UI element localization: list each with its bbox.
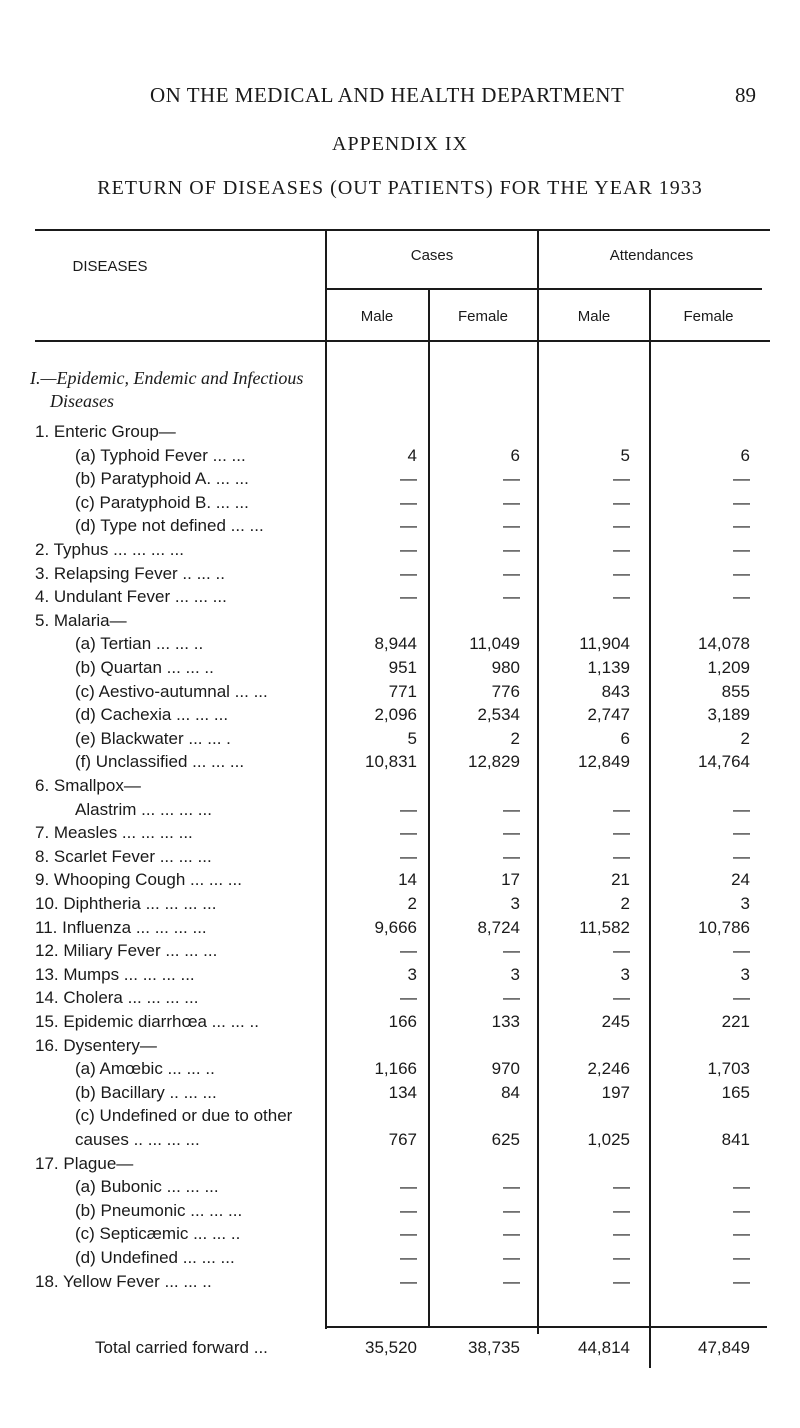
cell-cases-male: 1,166 xyxy=(374,1059,417,1078)
cell-cases-female: — xyxy=(503,540,520,559)
cell-att-female: 6 xyxy=(740,446,750,465)
cell-att-male: 5 xyxy=(620,446,630,465)
cell-cases-female: — xyxy=(503,516,520,535)
row-label: (a) Bubonic ... ... ... xyxy=(75,1177,219,1196)
cell-att-female: — xyxy=(733,564,750,583)
cell-att-male: — xyxy=(613,1177,630,1196)
cell-att-male: — xyxy=(613,1224,630,1243)
cell-att-female: — xyxy=(733,587,750,606)
row-label: 11. Influenza ... ... ... ... xyxy=(35,918,207,937)
row-label: (a) Tertian ... ... .. xyxy=(75,634,204,653)
cell-att-female: 14,764 xyxy=(698,752,750,771)
row-label: (d) Undefined ... ... ... xyxy=(75,1248,235,1267)
row-label: (a) Amœbic ... ... .. xyxy=(75,1059,215,1078)
cell-att-female: 1,209 xyxy=(707,658,750,677)
cell-att-female: 165 xyxy=(721,1083,750,1102)
cell-att-female: 1,703 xyxy=(707,1059,750,1078)
cell-cases-male: — xyxy=(400,587,417,606)
header-attendances: Attendances xyxy=(609,247,694,264)
cell-att-male: 21 xyxy=(611,870,630,889)
cell-cases-female: — xyxy=(503,1177,520,1196)
cell-att-male: — xyxy=(613,540,630,559)
cell-att-female: — xyxy=(733,941,750,960)
page-number: 89 xyxy=(735,83,756,107)
row-label: (c) Undefined or due to other xyxy=(75,1106,293,1125)
row-label: 3. Relapsing Fever .. ... .. xyxy=(35,564,225,583)
cell-att-female: 2 xyxy=(740,729,750,748)
total-att-male: 44,814 xyxy=(578,1338,630,1357)
row-label: (c) Paratyphoid B. ... ... xyxy=(75,493,249,512)
row-label: 8. Scarlet Fever ... ... ... xyxy=(35,847,212,866)
row-label: 1. Enteric Group— xyxy=(35,422,176,441)
cell-cases-female: — xyxy=(503,800,520,819)
cell-att-male: 1,139 xyxy=(587,658,630,677)
section-title-line1: I.—Epidemic, Endemic and Infectious xyxy=(30,368,304,388)
cell-cases-male: — xyxy=(400,1272,417,1291)
cell-cases-female: 133 xyxy=(491,1012,520,1031)
cell-cases-female: — xyxy=(503,1248,520,1267)
row-label: 16. Dysentery— xyxy=(35,1036,157,1055)
cell-cases-male: 14 xyxy=(398,870,417,889)
cell-att-female: 3 xyxy=(740,894,750,913)
cell-cases-female: 2,534 xyxy=(477,705,520,724)
cell-cases-male: — xyxy=(400,800,417,819)
cell-cases-female: — xyxy=(503,469,520,488)
cell-cases-male: — xyxy=(400,493,417,512)
cell-att-female: — xyxy=(733,469,750,488)
cell-att-female: — xyxy=(733,823,750,842)
return-title: RETURN OF DISEASES (OUT PATIENTS) FOR THE YEAR 1933 xyxy=(97,177,703,199)
row-label: 6. Smallpox— xyxy=(35,776,141,795)
row-label: (e) Blackwater ... ... . xyxy=(75,729,231,748)
cell-cases-male: 767 xyxy=(388,1130,417,1149)
cell-cases-female: — xyxy=(503,823,520,842)
section-title-line2: Diseases xyxy=(50,391,114,411)
row-label: 17. Plague— xyxy=(35,1154,134,1173)
col-divider-1 xyxy=(325,229,327,1329)
cell-att-male: 1,025 xyxy=(587,1130,630,1149)
cell-cases-male: — xyxy=(400,847,417,866)
cell-cases-male: 166 xyxy=(388,1012,417,1031)
cell-att-male: — xyxy=(613,1201,630,1220)
row-label: 4. Undulant Fever ... ... ... xyxy=(35,587,227,606)
header-diseases: DISEASES xyxy=(72,258,148,275)
row-label: (d) Type not defined ... ... xyxy=(75,516,264,535)
col-divider-3 xyxy=(537,229,539,1334)
cell-att-female: — xyxy=(733,1177,750,1196)
row-label: 7. Measles ... ... ... ... xyxy=(35,823,193,842)
cell-att-female: 855 xyxy=(721,682,750,701)
cell-att-female: — xyxy=(733,1272,750,1291)
cell-att-male: 6 xyxy=(620,729,630,748)
cell-cases-male: — xyxy=(400,1224,417,1243)
cell-cases-male: — xyxy=(400,1248,417,1267)
cell-cases-female: 3 xyxy=(510,894,520,913)
cell-cases-female: 12,829 xyxy=(468,752,520,771)
row-label: 10. Diphtheria ... ... ... ... xyxy=(35,894,217,913)
cell-att-male: 245 xyxy=(601,1012,630,1031)
header-bottom-rule xyxy=(35,340,770,342)
cell-cases-male: — xyxy=(400,988,417,1007)
cell-att-male: — xyxy=(613,516,630,535)
cell-cases-female: — xyxy=(503,1272,520,1291)
cell-att-female: — xyxy=(733,1248,750,1267)
row-label: Alastrim ... ... ... ... xyxy=(75,800,212,819)
cell-cases-male: — xyxy=(400,1201,417,1220)
cell-cases-female: 625 xyxy=(491,1130,520,1149)
cell-att-female: — xyxy=(733,493,750,512)
cell-cases-male: 951 xyxy=(388,658,417,677)
cell-cases-male: — xyxy=(400,540,417,559)
cell-att-female: — xyxy=(733,800,750,819)
cell-cases-male: — xyxy=(400,1177,417,1196)
cell-att-male: — xyxy=(613,493,630,512)
cell-att-female: 3 xyxy=(740,965,750,984)
cell-att-male: — xyxy=(613,587,630,606)
cell-att-male: — xyxy=(613,800,630,819)
row-label: 9. Whooping Cough ... ... ... xyxy=(35,870,242,889)
cell-att-female: 221 xyxy=(721,1012,750,1031)
cell-att-male: 197 xyxy=(601,1083,630,1102)
header-att-female: Female xyxy=(683,308,734,325)
cell-cases-female: 17 xyxy=(501,870,520,889)
cell-cases-female: — xyxy=(503,1224,520,1243)
cell-att-male: — xyxy=(613,941,630,960)
cell-cases-female: — xyxy=(503,988,520,1007)
cell-att-male: — xyxy=(613,988,630,1007)
cell-att-female: — xyxy=(733,540,750,559)
row-label: 12. Miliary Fever ... ... ... xyxy=(35,941,218,960)
row-label: (d) Cachexia ... ... ... xyxy=(75,705,229,724)
header-att-male: Male xyxy=(577,308,611,325)
cell-att-female: 841 xyxy=(721,1130,750,1149)
row-label: (b) Bacillary .. ... ... xyxy=(75,1083,217,1102)
total-att-female: 47,849 xyxy=(698,1338,750,1357)
cell-att-male: — xyxy=(613,823,630,842)
cell-att-male: — xyxy=(613,1272,630,1291)
cell-att-female: — xyxy=(733,988,750,1007)
cell-cases-female: 11,049 xyxy=(469,634,520,653)
cell-cases-male: 4 xyxy=(407,446,417,465)
cell-att-male: 2,246 xyxy=(587,1059,630,1078)
row-label: (c) Septicæmic ... ... .. xyxy=(75,1224,241,1243)
row-label: 15. Epidemic diarrhœa ... ... .. xyxy=(35,1012,259,1031)
appendix-heading: APPENDIX IX xyxy=(332,133,468,155)
header-cases-female: Female xyxy=(457,308,509,325)
cell-att-male: 11,582 xyxy=(579,918,630,937)
cell-att-male: — xyxy=(613,1248,630,1267)
cell-att-female: — xyxy=(733,1201,750,1220)
cell-att-male: 2 xyxy=(620,894,630,913)
cell-att-female: — xyxy=(733,516,750,535)
cell-cases-female: 3 xyxy=(510,965,520,984)
cell-cases-female: 776 xyxy=(491,682,520,701)
row-label: (b) Quartan ... ... .. xyxy=(75,658,214,677)
cell-att-male: 11,904 xyxy=(579,634,630,653)
cell-cases-male: — xyxy=(400,564,417,583)
row-label: causes .. ... ... ... xyxy=(75,1130,200,1149)
cell-cases-female: — xyxy=(503,587,520,606)
col-divider-4 xyxy=(649,288,651,1368)
total-cases-male: 35,520 xyxy=(365,1338,417,1357)
total-label: Total carried forward ... xyxy=(95,1338,268,1357)
cell-cases-female: 84 xyxy=(501,1083,520,1102)
cell-att-male: 2,747 xyxy=(587,705,630,724)
cell-cases-female: — xyxy=(503,847,520,866)
cell-cases-female: 6 xyxy=(510,446,520,465)
cell-att-female: — xyxy=(733,1224,750,1243)
cell-cases-male: 2 xyxy=(407,894,417,913)
cell-cases-female: 8,724 xyxy=(477,918,520,937)
subheader-rule xyxy=(327,288,762,290)
cell-cases-male: 9,666 xyxy=(374,918,417,937)
running-head: ON THE MEDICAL AND HEALTH DEPARTMENT xyxy=(150,83,625,107)
cell-cases-male: — xyxy=(400,469,417,488)
row-label: 14. Cholera ... ... ... ... xyxy=(35,988,199,1007)
cell-att-female: — xyxy=(733,847,750,866)
cell-att-male: — xyxy=(613,847,630,866)
cell-att-female: 10,786 xyxy=(698,918,750,937)
row-label: (a) Typhoid Fever ... ... xyxy=(75,446,246,465)
row-label: 18. Yellow Fever ... ... .. xyxy=(35,1272,212,1291)
cell-cases-male: 3 xyxy=(407,965,417,984)
cell-att-male: — xyxy=(613,469,630,488)
total-rule xyxy=(327,1326,767,1328)
row-label: (b) Pneumonic ... ... ... xyxy=(75,1201,243,1220)
cell-cases-female: — xyxy=(503,493,520,512)
cell-cases-male: 10,831 xyxy=(365,752,417,771)
cell-att-male: — xyxy=(613,564,630,583)
cell-att-female: 14,078 xyxy=(698,634,750,653)
cell-cases-male: 771 xyxy=(388,682,417,701)
cell-att-male: 3 xyxy=(620,965,630,984)
cell-cases-male: 2,096 xyxy=(374,705,417,724)
header-cases-male: Male xyxy=(360,308,394,325)
cell-att-male: 12,849 xyxy=(578,752,630,771)
cell-cases-female: 980 xyxy=(491,658,520,677)
row-label: 2. Typhus ... ... ... ... xyxy=(35,540,184,559)
cell-att-female: 3,189 xyxy=(707,705,750,724)
row-label: (f) Unclassified ... ... ... xyxy=(75,752,245,771)
cell-cases-female: — xyxy=(503,941,520,960)
row-label: (c) Aestivo-autumnal ... ... xyxy=(75,682,268,701)
cell-cases-female: 970 xyxy=(491,1059,520,1078)
cell-cases-male: 8,944 xyxy=(374,634,417,653)
cell-cases-female: 2 xyxy=(510,729,520,748)
cell-cases-male: 134 xyxy=(388,1083,417,1102)
row-label: 5. Malaria— xyxy=(35,611,127,630)
row-label: 13. Mumps ... ... ... ... xyxy=(35,965,195,984)
row-label: (b) Paratyphoid A. ... ... xyxy=(75,469,249,488)
cell-cases-male: — xyxy=(400,941,417,960)
cell-cases-female: — xyxy=(503,1201,520,1220)
cell-cases-male: 5 xyxy=(407,729,417,748)
cell-cases-male: — xyxy=(400,516,417,535)
cell-cases-male: — xyxy=(400,823,417,842)
cell-att-male: 843 xyxy=(601,682,630,701)
header-cases: Cases xyxy=(410,247,454,264)
total-cases-female: 38,735 xyxy=(468,1338,520,1357)
table-top-rule xyxy=(35,229,770,231)
cell-cases-female: — xyxy=(503,564,520,583)
cell-att-female: 24 xyxy=(731,870,750,889)
